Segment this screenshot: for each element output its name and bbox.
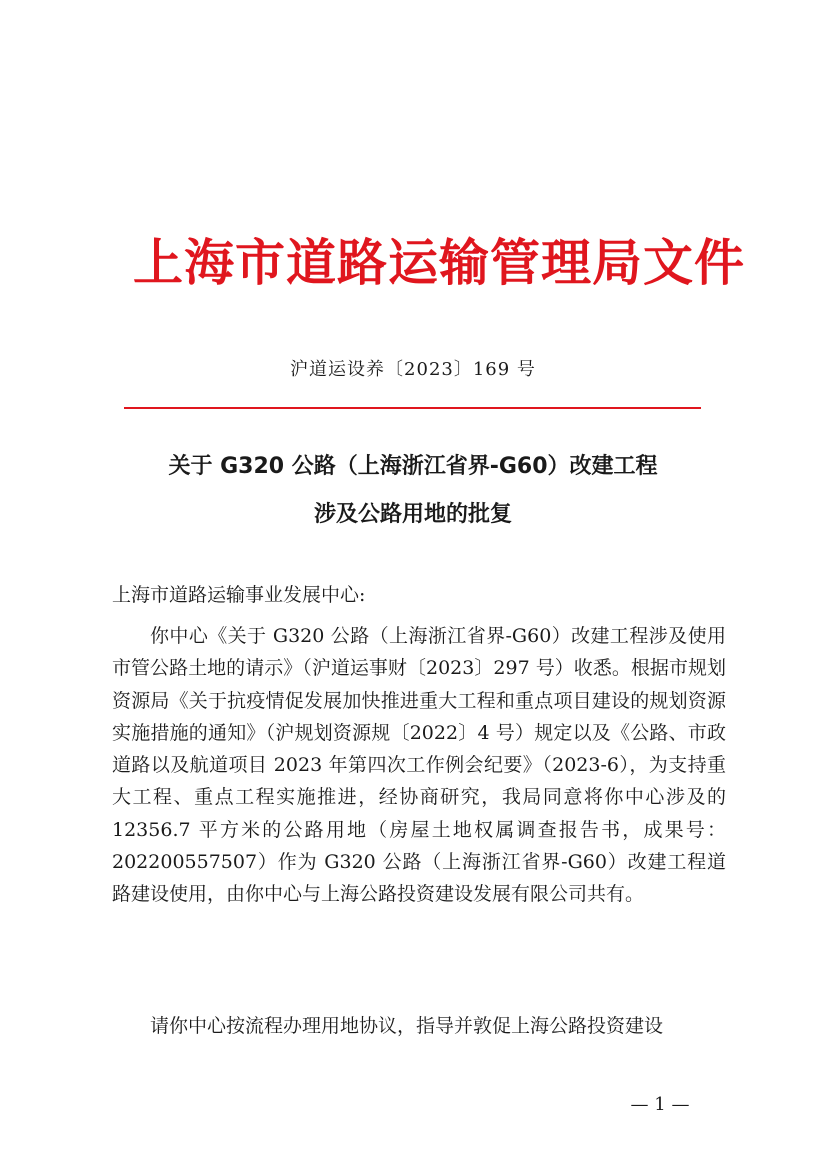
issuing-agency-title: 上海市道路运输管理局文件 [133, 233, 745, 292]
page-number: — 1 — [630, 1094, 690, 1115]
body-paragraph-1: 你中心《关于 G320 公路（上海浙江省界-G60）改建工程涉及使用市管公路土地的请示》（沪道运事财〔2023〕297 号）收悉。根据市规划资源局《关于抗疫情促发展加快推进重大工程和重点项目建设的规划资源实施措施的通知》（沪规划资源规〔2022〕4 号）规定以及《公路、市政道路以及航道项目 2023 年第四次工作例会纪要》（2023-6），为支持重大工程、重点工程实施推进，经协商研究，我局同意将你中心涉及的 12356.7 平方米的公路用地（房屋土地权属调查报告书，成果号：202200557507）作为 G320 公路（上海浙江省界-G60）改建工程道路建设使用，由你中心与上海公路投资建设发展有限公司共有。 [112, 625, 726, 906]
red-separator-line [124, 407, 701, 409]
salutation: 上海市道路运输事业发展中心: [112, 584, 366, 606]
body-paragraph-2: 请你中心按流程办理用地协议，指导并敦促上海公路投资建设 [150, 1015, 664, 1037]
document-title-line-1: 关于 G320 公路（上海浙江省界-G60）改建工程 [168, 454, 658, 479]
document-title-line-2: 涉及公路用地的批复 [313, 502, 512, 527]
document-number: 沪道运设养〔2023〕169 号 [290, 359, 536, 380]
